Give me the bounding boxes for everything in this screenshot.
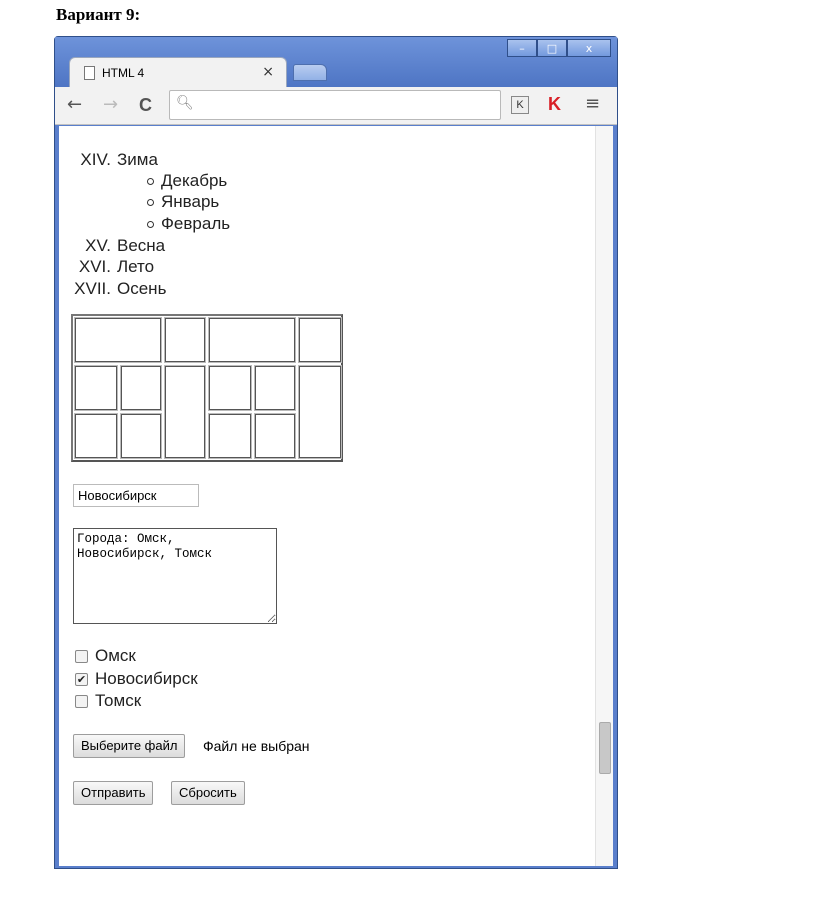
tab-html4[interactable] xyxy=(69,57,287,87)
browser-window xyxy=(54,36,618,869)
list-item-number: XVI. xyxy=(78,257,111,276)
reset-button[interactable]: Сбросить xyxy=(171,781,245,805)
forward-button[interactable]: → xyxy=(103,94,119,115)
checkbox-label: Новосибирск xyxy=(95,669,198,688)
table-cell xyxy=(165,318,205,362)
checkbox-box[interactable] xyxy=(75,650,88,663)
circle-bullet-icon xyxy=(147,221,154,228)
vertical-scrollbar[interactable] xyxy=(595,126,613,866)
city-text-input[interactable] xyxy=(73,484,199,507)
list-item-number: XVII. xyxy=(74,279,111,298)
maximize-button[interactable]: □ xyxy=(537,39,567,57)
circle-bullet-icon xyxy=(147,199,154,206)
sub-list-item-text: Декабрь xyxy=(161,171,228,190)
file-status: Файл не выбран xyxy=(203,738,310,754)
sub-list-item xyxy=(161,192,219,212)
cities-textarea[interactable] xyxy=(73,528,277,624)
close-button[interactable]: x xyxy=(567,39,611,57)
table-cell xyxy=(209,366,251,410)
browser-toolbar xyxy=(55,87,617,125)
list-item-number: XIV. xyxy=(80,150,111,169)
checkbox-box[interactable] xyxy=(75,695,88,708)
list-item-text: Весна xyxy=(117,236,166,255)
list-item-text: Зима xyxy=(117,150,158,169)
submit-button[interactable]: Отправить xyxy=(73,781,153,805)
circle-bullet-icon xyxy=(147,178,154,185)
page-viewport xyxy=(59,126,595,866)
sub-list-item-text: Февраль xyxy=(161,214,231,233)
window-controls xyxy=(507,39,611,57)
choose-file-button[interactable]: Выберите файл xyxy=(73,734,185,758)
checkmark-icon[interactable]: ✔ xyxy=(76,673,87,686)
menu-icon[interactable]: ≡ xyxy=(585,93,601,114)
layout-table xyxy=(71,314,343,462)
search-icon: 🔍︎ xyxy=(176,95,194,111)
sub-list-item xyxy=(161,214,230,234)
extension-k-icon[interactable]: K xyxy=(511,96,529,114)
table-cell xyxy=(299,318,341,362)
address-bar[interactable] xyxy=(169,90,501,120)
page-caption: Вариант 9: xyxy=(56,5,141,24)
reload-button[interactable]: C xyxy=(139,95,152,115)
back-button[interactable]: ← xyxy=(67,94,83,115)
table-cell xyxy=(121,414,161,458)
table-cell xyxy=(299,366,341,458)
scroll-thumb[interactable] xyxy=(599,722,611,774)
title-bar xyxy=(55,37,617,87)
table-cell xyxy=(255,414,295,458)
table-cell xyxy=(209,318,295,362)
checkbox-label: Томск xyxy=(95,691,142,710)
new-tab-button[interactable] xyxy=(293,64,327,81)
table-cell xyxy=(209,414,251,458)
list-item-number: XV. xyxy=(85,236,111,255)
sub-list-item-text: Январь xyxy=(161,192,220,211)
table-cell xyxy=(165,366,205,458)
list-item-text: Осень xyxy=(117,279,167,298)
sub-list-item xyxy=(161,171,227,191)
table-cell xyxy=(75,414,117,458)
list-item-text: Лето xyxy=(117,257,155,276)
kaspersky-icon[interactable]: K xyxy=(548,94,561,114)
tab-close-icon[interactable]: × xyxy=(262,64,274,80)
checkbox-label: Омск xyxy=(95,646,136,665)
table-cell xyxy=(75,318,161,362)
table-cell xyxy=(75,366,117,410)
table-cell xyxy=(255,366,295,410)
page-icon xyxy=(84,66,95,80)
minimize-button[interactable]: – xyxy=(507,39,537,57)
table-cell xyxy=(121,366,161,410)
tab-title: HTML 4 xyxy=(102,66,145,80)
